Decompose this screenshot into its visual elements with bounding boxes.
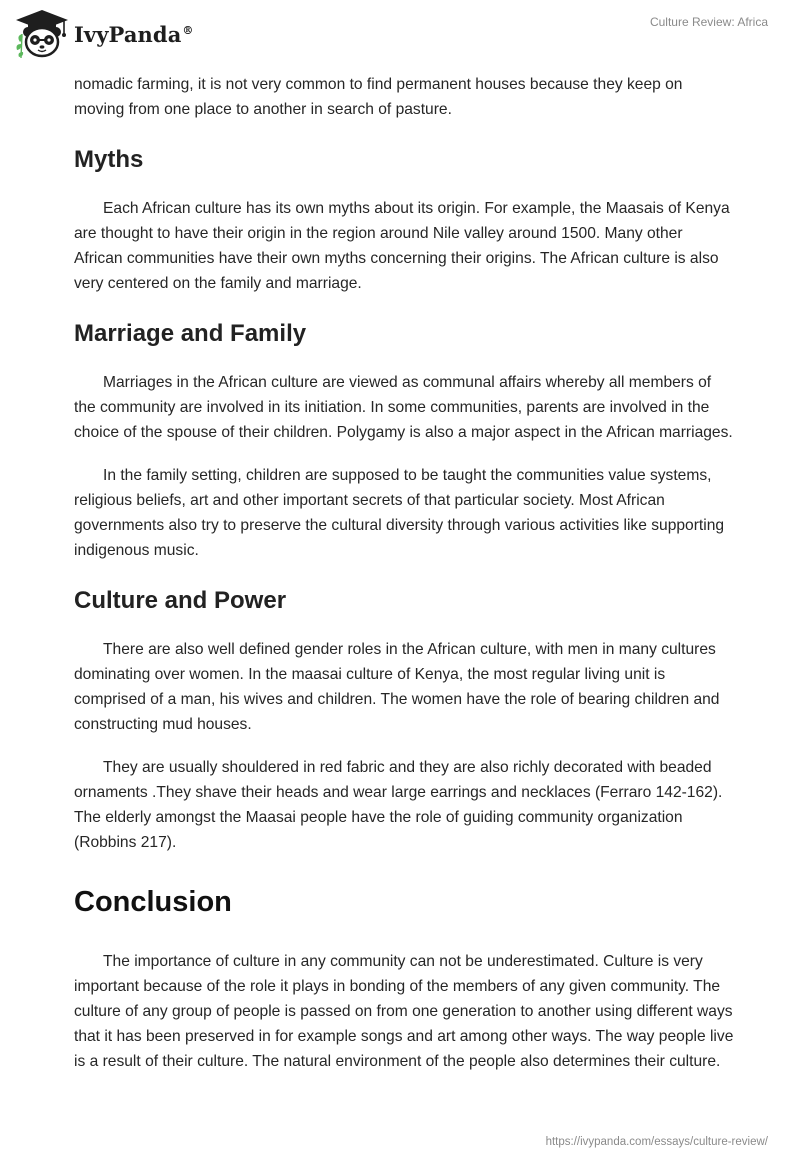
page-header bbox=[0, 0, 800, 66]
marriage-paragraph-1: Marriages in the African culture are viewed as communal affairs whereby all members of the community are involved in its initiation. In some communities, parents are involved in the choice of the spouse of their children. Polygamy is also a major aspect in the African marriages. bbox=[74, 374, 733, 441]
document-title: Culture Review: Africa bbox=[649, 15, 768, 29]
brand-name: IvyPanda® bbox=[74, 21, 194, 47]
marriage-paragraph-2: In the family setting, children are supposed to be taught the communities value systems, religious beliefs, art and other important secrets of that particular society. Most African governments also try to preserve the cultural diversity through various activities like supporting indigenous music. bbox=[74, 467, 725, 559]
power-paragraph-2: They are usually shouldered in red fabric and they are also richly decorated with beaded ornaments .They shave their heads and wear large earrings and necklaces (Ferraro 142-162). The elderly amongst the Maasai people have the role of guiding community organization (Robbins 217). bbox=[74, 759, 723, 851]
essay-content bbox=[74, 72, 734, 1092]
power-paragraph-1: There are also well defined gender roles in the African culture, with men in many cultures dominating over women. In the maasai culture of Kenya, the most regular living unit is comprised of a man, his wives and children. The women have the role of bearing children and constructing mud houses. bbox=[74, 641, 720, 733]
section-heading-culture-power: Culture and Power bbox=[74, 587, 287, 614]
myths-paragraph-1: Each African culture has its own myths about its origin. For example, the Maasais of Kenya are thought to have their origin in the region around Nile valley around 1500. Many other African communities have their own myths concerning their origins. The African culture is also very centered on the family and marriage. bbox=[74, 200, 730, 292]
conclusion-paragraph: The importance of culture in any community can not be underestimated. Culture is very important because of the role it plays in bonding of the members of any given community. The culture of any group of people is passed on from one generation to another using different ways that it has been preserved in for example songs and art among other ways. The way people live is a result of their culture. The natural environment of the people also determines their culture. bbox=[74, 953, 734, 1070]
panda-graduate-icon bbox=[14, 8, 70, 60]
intro-paragraph: nomadic farming, it is not very common to find permanent houses because they keep on moving from one place to another in search of pasture. bbox=[74, 76, 683, 118]
source-url[interactable]: https://ivypanda.com/essays/culture-review/ bbox=[545, 1136, 768, 1148]
registered-mark: ® bbox=[182, 23, 194, 37]
ivypanda-logo[interactable] bbox=[14, 8, 194, 60]
section-heading-marriage-family: Marriage and Family bbox=[74, 320, 307, 347]
conclusion-heading: Conclusion bbox=[74, 886, 232, 918]
section-heading-myths: Myths bbox=[74, 146, 144, 173]
